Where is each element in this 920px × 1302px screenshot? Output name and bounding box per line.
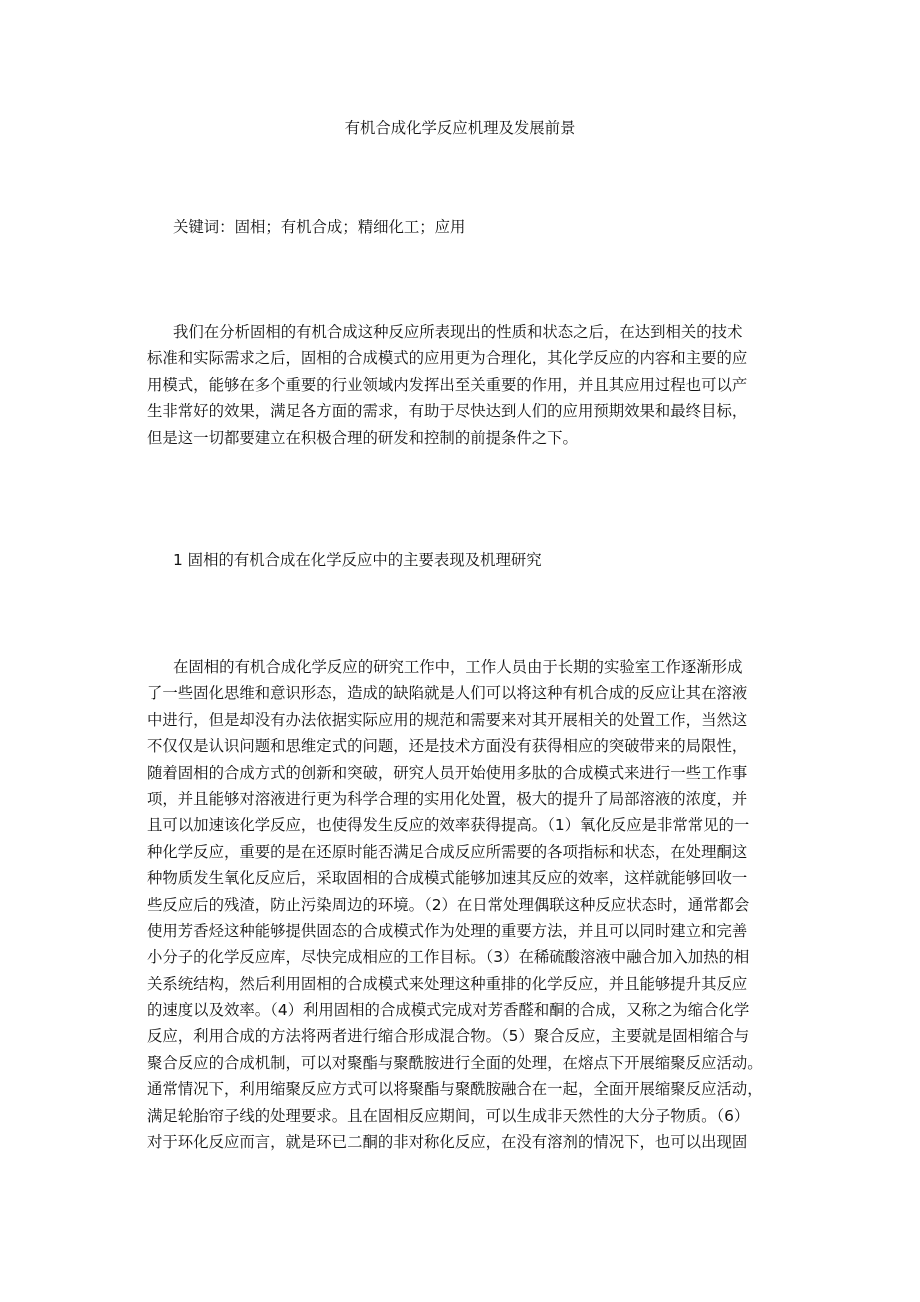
text-line: 些反应后的残渣，防止污染周边的环境。（2）在日常处理偶联这种反应状态时，通常都会 (147, 895, 750, 914)
paragraph-section-1 (147, 657, 807, 1158)
text-line: 对于环化反应而言，就是环已二酮的非对称化反应，在没有溶剂的情况下，也可以出现固 (147, 1133, 748, 1152)
text-line: 随着固相的合成方式的创新和突破，研究人员开始使用多肽的合成模式来进行一些工作事 (147, 763, 748, 782)
text-line: 的速度以及效率。（4）利用固相的合成模式完成对芳香醛和酮的合成，又称之为缩合化学 (147, 1001, 750, 1020)
text-line: 反应，利用合成的方法将两者进行缩合形成混合物。（5）聚合反应，主要就是固相缩合与 (147, 1027, 750, 1046)
text-line: 且可以加速该化学反应，也使得发生反应的效率获得提高。（1）氧化反应是非常常见的一 (147, 816, 750, 835)
text-line: 但是这一切都要建立在积极合理的研发和控制的前提条件之下。 (147, 428, 578, 447)
text-line: 项，并且能够对溶液进行更为科学合理的实用化处置，极大的提升了局部溶液的浓度，并 (147, 789, 748, 808)
text-line: 关系统结构，然后利用固相的合成模式来处理这种重排的化学反应，并且能够提升其反应 (147, 974, 748, 993)
text-line: 我们在分析固相的有机合成这种反应所表现出的性质和状态之后，在达到相关的技术 (173, 323, 743, 341)
section-heading: 1 固相的有机合成在化学反应中的主要表现及机理研究 (173, 551, 542, 569)
text-line: 种化学反应，重要的是在还原时能否满足合成反应所需要的各项指标和状态，在处理酮这 (147, 842, 748, 861)
text-line: 用模式，能够在多个重要的行业领域内发挥出至关重要的作用，并且其应用过程也可以产 (147, 375, 748, 394)
keywords: 关键词：固相；有机合成；精细化工；应用 (173, 218, 466, 236)
text-line: 在固相的有机合成化学反应的研究工作中，工作人员由于长期的实验室工作逐渐形成 (173, 658, 743, 676)
text-line: 生非常好的效果，满足各方面的需求，有助于尽快达到人们的应用预期效果和最终目标， (147, 402, 748, 421)
text-line: 种物质发生氧化反应后，采取固相的合成模式能够加速其反应的效率，这样就能够回收一 (147, 869, 748, 888)
text-line: 中进行，但是却没有办法依据实际应用的规范和需要来对其开展相关的处置工作，当然这 (147, 710, 748, 729)
text-line: 通常情况下，利用缩聚反应方式可以将聚酯与聚酰胺融合在一起，全面开展缩聚反应活动， (147, 1080, 763, 1099)
text-line: 了一些固化思维和意识形态，造成的缺陷就是人们可以将这种有机合成的反应让其在溶液 (147, 684, 748, 703)
paragraph-intro (147, 322, 807, 454)
text-line: 聚合反应的合成机制，可以对聚酯与聚酰胺进行全面的处理，在熔点下开展缩聚反应活动。 (147, 1053, 763, 1072)
text-line: 小分子的化学反应库，尽快完成相应的工作目标。（3）在稀硫酸溶液中融合加入加热的相 (147, 948, 750, 967)
text-line: 满足轮胎帘子线的处理要求。且在固相反应期间，可以生成非天然性的大分子物质。（6） (147, 1106, 750, 1125)
text-line: 使用芳香烃这种能够提供固态的合成模式作为处理的重要方法，并且可以同时建立和完善 (147, 921, 748, 940)
text-line: 标准和实际需求之后，固相的合成模式的应用更为合理化，其化学反应的内容和主要的应 (147, 349, 748, 368)
document-title: 有机合成化学反应机理及发展前景 (344, 119, 576, 137)
text-line: 不仅仅是认识问题和思维定式的问题，还是技术方面没有获得相应的突破带来的局限性， (147, 737, 748, 756)
